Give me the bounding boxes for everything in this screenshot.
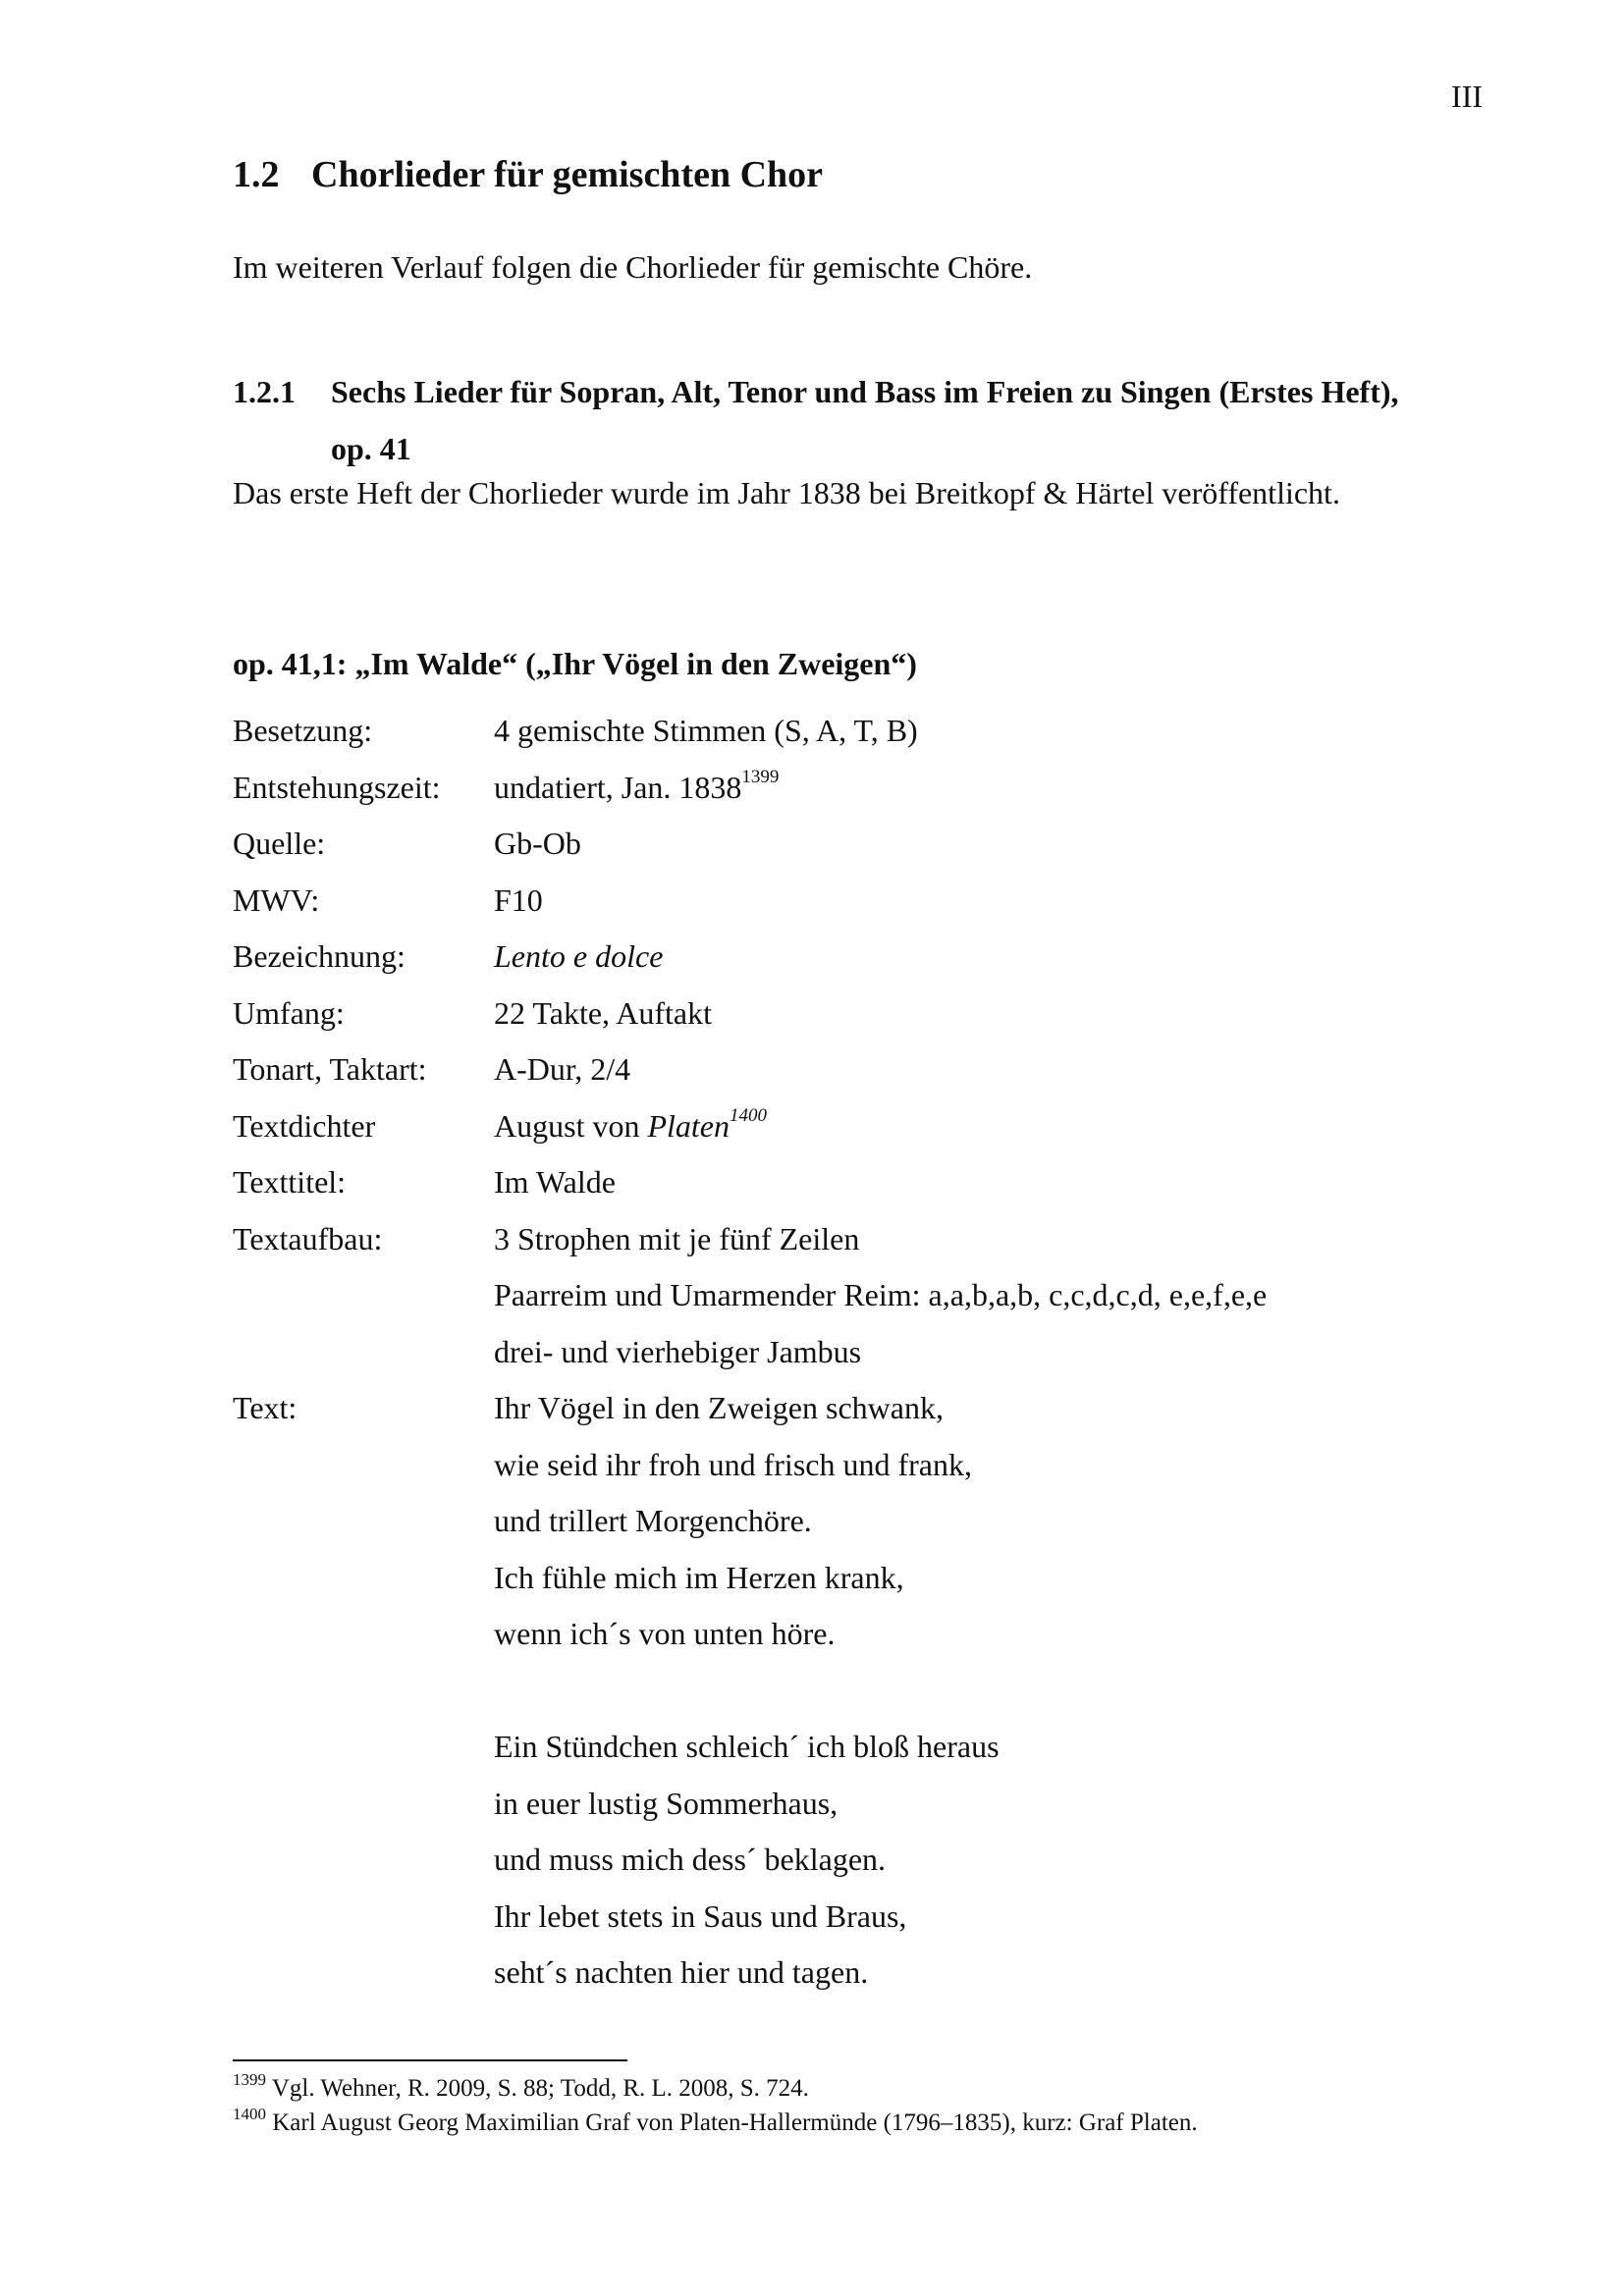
poem-row	[233, 1606, 1499, 1663]
poem-row	[233, 1945, 1499, 2002]
fact-row-textaufbau-cont	[233, 1267, 1499, 1324]
fact-value: F10	[494, 881, 543, 918]
fact-value	[494, 1098, 767, 1155]
poem-line: seht´s nachten hier und tagen.	[494, 1954, 869, 1990]
footnotes	[233, 2071, 1198, 2140]
work-facts-table	[233, 703, 1499, 2002]
fact-row-besetzung	[233, 703, 1499, 760]
poem-line: Ich fühle mich im Herzen krank,	[494, 1559, 904, 1595]
fact-value-text: undatiert, Jan. 1838	[494, 769, 742, 805]
section-heading	[233, 153, 823, 196]
poem-row	[233, 1832, 1499, 1889]
fact-row-bezeichnung	[233, 929, 1499, 986]
fact-label: Besetzung:	[233, 713, 373, 748]
poem-line: und trillert Morgenchöre.	[494, 1503, 812, 1538]
fact-value: Gb-Ob	[494, 826, 581, 861]
subsection-lead: Das erste Heft der Chorlieder wurde im Jahr 1838 bei Breitkopf & Härtel veröffentlicht.	[233, 475, 1340, 510]
work-heading: op. 41,1: „Im Walde“ („Ihr Vögel in den Zweigen“)	[233, 646, 917, 681]
fact-row-texttitel	[233, 1154, 1499, 1211]
fact-value: Im Walde	[494, 1164, 616, 1200]
poem-line: wie seid ihr froh und frisch und frank,	[494, 1446, 972, 1482]
poem-row	[233, 1493, 1499, 1550]
poem-row	[233, 1550, 1499, 1607]
fact-value-italic: Platen	[647, 1107, 730, 1144]
fact-label: Text:	[233, 1390, 298, 1425]
fact-label: Texttitel:	[233, 1164, 347, 1200]
fact-row-umfang	[233, 986, 1499, 1042]
footnote-text: Karl August Georg Maximilian Graf von Platen-Hallermünde (1796–1835), kurz: Graf Platen.	[272, 2109, 1198, 2136]
poem-line: in euer lustig Sommerhaus,	[494, 1785, 839, 1821]
fact-value: 4 gemischte Stimmen (S, A, T, B)	[494, 713, 918, 748]
fact-label: Umfang:	[233, 994, 345, 1031]
poem-line: Ihr Vögel in den Zweigen schwank,	[494, 1390, 944, 1425]
poem-line: und muss mich dess´ beklagen.	[494, 1842, 887, 1877]
subsection-number: 1.2.1	[233, 374, 296, 409]
fact-value	[494, 760, 779, 817]
poem-line: wenn ich´s von unten höre.	[494, 1616, 836, 1651]
fact-label: Textdichter	[233, 1107, 376, 1144]
footnote-1399	[233, 2071, 1198, 2106]
fact-label: MWV:	[233, 881, 320, 918]
fact-row-quelle	[233, 816, 1499, 873]
footnote-separator	[233, 2059, 627, 2061]
fact-label: Quelle:	[233, 826, 326, 861]
stanza-gap	[233, 1663, 1499, 1720]
fact-row-text	[233, 1380, 1499, 1437]
page-number: III	[1451, 79, 1483, 114]
fact-label: Bezeichnung:	[233, 938, 406, 974]
fact-label: Textaufbau:	[233, 1220, 383, 1256]
fact-value: 3 Strophen mit je fünf Zeilen	[494, 1220, 860, 1256]
fact-label: Entstehungszeit:	[233, 769, 441, 805]
fact-row-tonart	[233, 1041, 1499, 1098]
section-intro: Im weiteren Verlauf folgen die Chorlieder für gemischte Chöre.	[233, 249, 1033, 285]
fact-row-textaufbau	[233, 1211, 1499, 1268]
poem-line: Ihr lebet stets in Saus und Braus,	[494, 1897, 907, 1934]
fact-row-entstehungszeit	[233, 760, 1499, 817]
section-number: 1.2	[233, 154, 280, 195]
section-title: Chorlieder für gemischten Chor	[311, 154, 824, 195]
poem-row	[233, 1776, 1499, 1833]
subsection-title-line2: op. 41	[331, 431, 411, 466]
fact-row-mwv	[233, 873, 1499, 930]
poem-row	[233, 1889, 1499, 1946]
fact-value-text: August von	[494, 1107, 648, 1144]
fact-value: drei- und vierhebiger Jambus	[494, 1333, 862, 1369]
subsection-title-line1: Sechs Lieder für Sopran, Alt, Tenor und Bass im Freien zu Singen (Erstes Heft),	[331, 374, 1399, 409]
footnote-ref-1399[interactable]: 1399	[741, 766, 780, 787]
fact-value: A-Dur, 2/4	[494, 1051, 631, 1087]
footnote-1400	[233, 2106, 1198, 2140]
footnote-number: 1400	[233, 2105, 266, 2123]
fact-value: Lento e dolce	[494, 938, 664, 974]
fact-row-textdichter	[233, 1098, 1499, 1155]
footnote-text: Vgl. Wehner, R. 2009, S. 88; Todd, R. L. 2008, S. 724.	[271, 2075, 809, 2102]
poem-line: Ein Stündchen schleich´ ich bloß heraus	[494, 1729, 1000, 1764]
fact-row-textaufbau-cont	[233, 1324, 1499, 1381]
fact-value: 22 Takte, Auftakt	[494, 994, 713, 1031]
fact-label: Tonart, Taktart:	[233, 1051, 427, 1087]
poem-row	[233, 1437, 1499, 1494]
footnote-number: 1399	[233, 2070, 266, 2089]
fact-value: Paarreim und Umarmender Reim: a,a,b,a,b, c,c,d,c,d, e,e,f,e,e	[494, 1277, 1268, 1312]
footnote-ref-1400[interactable]: 1400	[729, 1104, 767, 1126]
poem-row	[233, 1719, 1499, 1776]
